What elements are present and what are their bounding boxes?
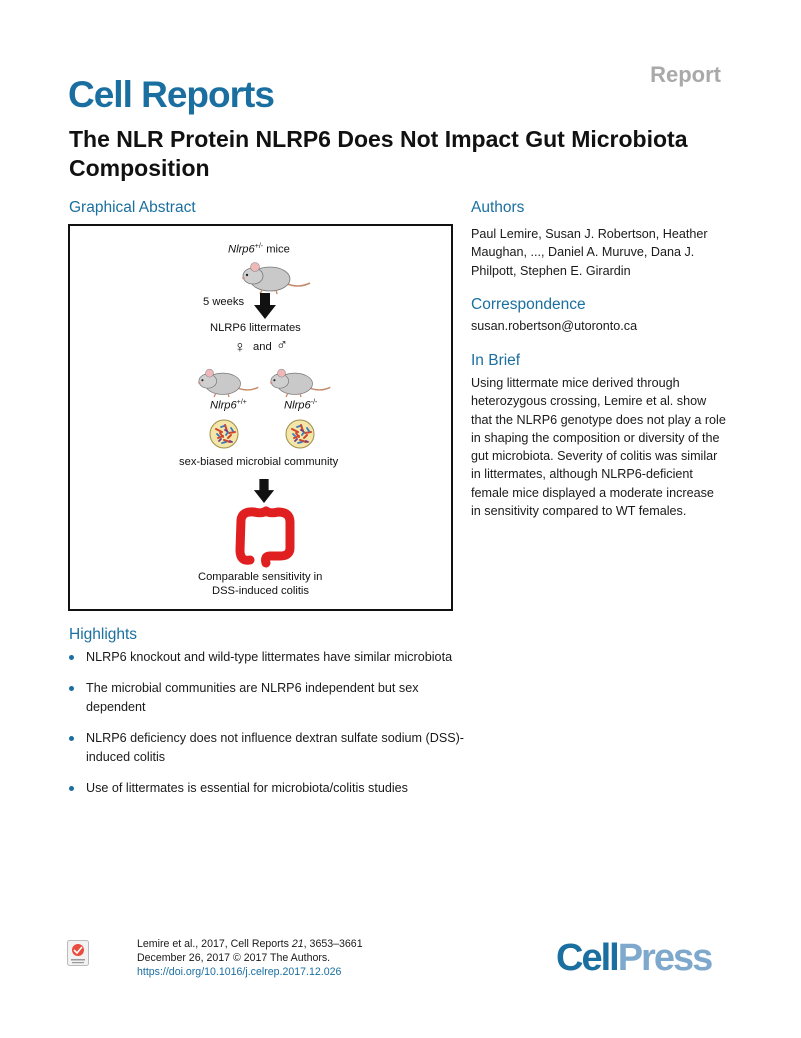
date-line: December 26, 2017 © 2017 The Authors. <box>137 952 331 964</box>
list-item: Use of littermates is essential for microbiota/colitis studies <box>69 779 464 798</box>
and-label: and <box>253 341 272 353</box>
wildtype-microbiota-icon <box>209 419 239 449</box>
journal-name: Cell Reports <box>68 74 274 115</box>
colon-icon <box>230 506 302 568</box>
authors-list: Paul Lemire, Susan J. Robertson, Heather Maughan, ..., Daniel A. Muruve, Dana J. Philpott, Stephen E. Girardin <box>471 227 708 278</box>
bullet-icon <box>69 786 74 791</box>
littermates-label: NLRP6 littermates <box>210 322 301 334</box>
knockout-genotype-label: Nlrp6-/- <box>284 399 318 412</box>
result-line-2: DSS-induced colitis <box>212 585 310 597</box>
citation-line: Lemire et al., 2017, Cell Reports 21, 3653–3661 <box>137 938 363 950</box>
authors-heading: Authors <box>471 199 525 216</box>
correspondence-email[interactable]: susan.robertson@utoronto.ca <box>471 319 638 333</box>
knockout-mouse-icon <box>270 366 332 398</box>
bullet-icon <box>69 686 74 691</box>
check-for-updates-icon[interactable] <box>67 940 89 966</box>
doi-link[interactable]: https://doi.org/10.1016/j.celrep.2017.12.026 <box>137 966 342 978</box>
bullet-icon <box>69 655 74 660</box>
bullet-icon <box>69 736 74 741</box>
article-type-label: Report <box>650 62 721 87</box>
parent-mouse-icon <box>242 259 312 295</box>
wildtype-mouse-icon <box>198 366 260 398</box>
wildtype-genotype-label: Nlrp6+/+ <box>210 399 247 412</box>
cellpress-logo: CellPress <box>556 937 712 979</box>
in-brief-text: Using littermate mice derived through heterozygous crossing, Lemire et al. show that the NLRP6 genotype does not play a role in shaping the composition or diversity of the gut microbiota. Severity of colitis was similar in littermates, although NLRP6-deficient female mice displayed a moderate increase in sensitivity compared to WT females. <box>471 376 726 519</box>
list-item: NLRP6 knockout and wild-type littermates have similar microbiota <box>69 648 464 667</box>
mice-label: Nlrp6+/- mice <box>228 243 290 256</box>
down-arrow-icon <box>253 479 275 503</box>
community-label: sex-biased microbial community <box>179 456 339 468</box>
result-line-1: Comparable sensitivity in <box>198 571 323 583</box>
down-arrow-icon <box>254 293 276 319</box>
article-title: The NLR Protein NLRP6 Does Not Impact Gut Microbiota Composition <box>69 126 688 181</box>
list-item: NLRP6 deficiency does not influence dextran sulfate sodium (DSS)-induced colitis <box>69 729 464 767</box>
graphical-abstract-heading: Graphical Abstract <box>69 199 196 216</box>
knockout-microbiota-icon <box>285 419 315 449</box>
weeks-label: 5 weeks <box>203 296 245 308</box>
highlights-heading: Highlights <box>69 626 138 643</box>
highlights-list <box>69 648 464 810</box>
in-brief-heading: In Brief <box>471 352 521 369</box>
graphical-abstract-figure <box>68 224 453 611</box>
list-item: The microbial communities are NLRP6 independent but sex dependent <box>69 679 464 717</box>
female-icon: ♀ <box>234 339 246 356</box>
male-icon: ♂ <box>276 337 288 354</box>
correspondence-heading: Correspondence <box>471 296 586 313</box>
citation-footer <box>137 937 363 979</box>
